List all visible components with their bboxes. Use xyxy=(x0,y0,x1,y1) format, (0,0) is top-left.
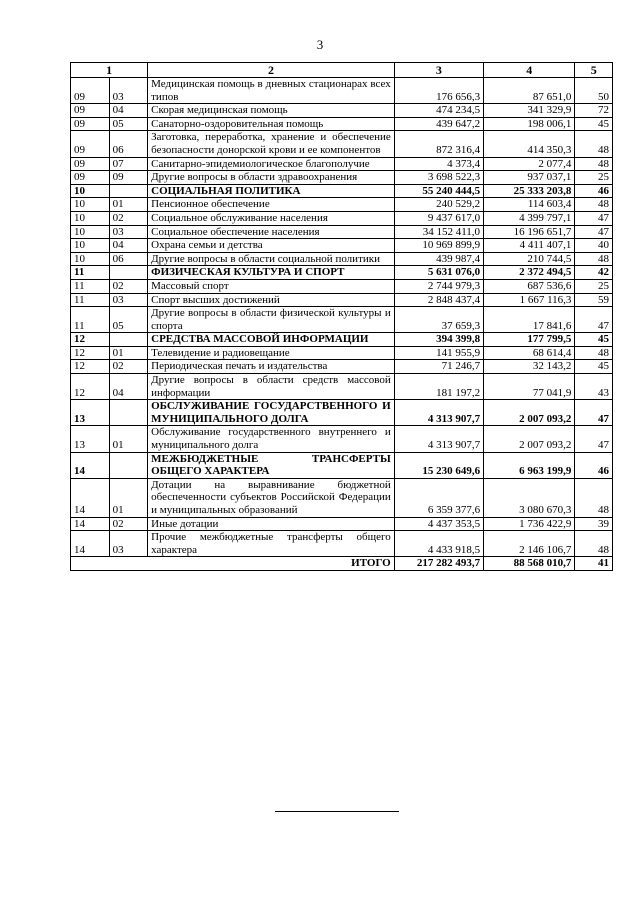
item-name: Социальное обслуживание населения xyxy=(148,211,395,225)
section-code: 11 xyxy=(71,266,110,280)
item-name: Медицинская помощь в дневных стационарах всех типов xyxy=(148,78,395,104)
table-row xyxy=(71,279,613,293)
total-executed: 88 568 010,7 xyxy=(484,557,575,571)
subsection-code: 02 xyxy=(109,211,148,225)
execution-percent: 46 xyxy=(575,452,613,478)
table-row xyxy=(71,531,613,557)
item-name: Другие вопросы в области средств массовой информации xyxy=(148,374,395,400)
planned-amount: 439 987,4 xyxy=(394,252,483,266)
execution-percent: 48 xyxy=(575,478,613,517)
execution-percent: 42 xyxy=(575,266,613,280)
planned-amount: 4 437 353,5 xyxy=(394,517,483,531)
table-row xyxy=(71,131,613,157)
section-code: 10 xyxy=(71,252,110,266)
executed-amount: 177 799,5 xyxy=(484,333,575,347)
item-name: СОЦИАЛЬНАЯ ПОЛИТИКА xyxy=(148,184,395,198)
executed-amount: 16 196 651,7 xyxy=(484,225,575,239)
item-name: Другие вопросы в области физической культуры и спорта xyxy=(148,307,395,333)
section-code: 10 xyxy=(71,225,110,239)
subsection-code: 01 xyxy=(109,426,148,452)
header-col-3: 3 xyxy=(394,63,483,78)
section-code: 13 xyxy=(71,426,110,452)
section-code: 10 xyxy=(71,184,110,198)
table-row xyxy=(71,360,613,374)
total-planned: 217 282 493,7 xyxy=(394,557,483,571)
execution-percent: 48 xyxy=(575,198,613,212)
subsection-code: 05 xyxy=(109,307,148,333)
total-label: ИТОГО xyxy=(71,557,395,571)
subsection-code: 07 xyxy=(109,157,148,171)
executed-amount: 687 536,6 xyxy=(484,279,575,293)
executed-amount: 1 667 116,3 xyxy=(484,293,575,307)
execution-percent: 47 xyxy=(575,211,613,225)
total-percent: 41 xyxy=(575,557,613,571)
item-name: Обслуживание государственного внутреннего и муниципального долга xyxy=(148,426,395,452)
header-col-5: 5 xyxy=(575,63,613,78)
planned-amount: 474 234,5 xyxy=(394,104,483,118)
executed-amount: 210 744,5 xyxy=(484,252,575,266)
execution-percent: 39 xyxy=(575,517,613,531)
subsection-code: 06 xyxy=(109,252,148,266)
executed-amount: 414 350,3 xyxy=(484,131,575,157)
header-col-4: 4 xyxy=(484,63,575,78)
execution-percent: 25 xyxy=(575,279,613,293)
executed-amount: 87 651,0 xyxy=(484,78,575,104)
total-row xyxy=(71,557,613,571)
subsection-code: 01 xyxy=(109,198,148,212)
section-code: 10 xyxy=(71,198,110,212)
item-name: Санаторно-оздоровительная помощь xyxy=(148,117,395,131)
item-name: Социальное обеспечение населения xyxy=(148,225,395,239)
executed-amount: 4 411 407,1 xyxy=(484,239,575,253)
table-row xyxy=(71,266,613,280)
planned-amount: 439 647,2 xyxy=(394,117,483,131)
planned-amount: 176 656,3 xyxy=(394,78,483,104)
table-row xyxy=(71,374,613,400)
section-code: 11 xyxy=(71,279,110,293)
table-header-row xyxy=(71,63,613,78)
section-code: 14 xyxy=(71,531,110,557)
section-code: 09 xyxy=(71,117,110,131)
executed-amount: 937 037,1 xyxy=(484,171,575,185)
subsection-code xyxy=(109,400,148,426)
item-name: Дотации на выравнивание бюджетной обеспеченности субъектов Российской Федерации и муниципальных образований xyxy=(148,478,395,517)
planned-amount: 37 659,3 xyxy=(394,307,483,333)
item-name: Санитарно-эпидемиологическое благополучие xyxy=(148,157,395,171)
execution-percent: 43 xyxy=(575,374,613,400)
execution-percent: 48 xyxy=(575,346,613,360)
subsection-code: 03 xyxy=(109,531,148,557)
planned-amount: 71 246,7 xyxy=(394,360,483,374)
planned-amount: 4 433 918,5 xyxy=(394,531,483,557)
executed-amount: 114 603,4 xyxy=(484,198,575,212)
planned-amount: 55 240 444,5 xyxy=(394,184,483,198)
planned-amount: 15 230 649,6 xyxy=(394,452,483,478)
section-code: 12 xyxy=(71,374,110,400)
executed-amount: 1 736 422,9 xyxy=(484,517,575,531)
executed-amount: 3 080 670,3 xyxy=(484,478,575,517)
table-row xyxy=(71,171,613,185)
section-code: 12 xyxy=(71,333,110,347)
subsection-code: 05 xyxy=(109,117,148,131)
page-number: 3 xyxy=(316,37,324,52)
execution-percent: 45 xyxy=(575,333,613,347)
table-row xyxy=(71,225,613,239)
item-name: Спорт высших достижений xyxy=(148,293,395,307)
subsection-code: 04 xyxy=(109,104,148,118)
header-col-2: 2 xyxy=(148,63,395,78)
executed-amount: 2 146 106,7 xyxy=(484,531,575,557)
table-row xyxy=(71,239,613,253)
execution-percent: 48 xyxy=(575,252,613,266)
planned-amount: 2 848 437,4 xyxy=(394,293,483,307)
planned-amount: 34 152 411,0 xyxy=(394,225,483,239)
table-row xyxy=(71,117,613,131)
subsection-code xyxy=(109,266,148,280)
table-row xyxy=(71,104,613,118)
execution-percent: 45 xyxy=(575,360,613,374)
planned-amount: 240 529,2 xyxy=(394,198,483,212)
subsection-code xyxy=(109,333,148,347)
execution-percent: 46 xyxy=(575,184,613,198)
section-code: 14 xyxy=(71,452,110,478)
executed-amount: 77 041,9 xyxy=(484,374,575,400)
planned-amount: 3 698 522,3 xyxy=(394,171,483,185)
execution-percent: 47 xyxy=(575,426,613,452)
planned-amount: 4 373,4 xyxy=(394,157,483,171)
item-name: Массовый спорт xyxy=(148,279,395,293)
planned-amount: 394 399,8 xyxy=(394,333,483,347)
planned-amount: 9 437 617,0 xyxy=(394,211,483,225)
planned-amount: 6 359 377,6 xyxy=(394,478,483,517)
executed-amount: 2 077,4 xyxy=(484,157,575,171)
execution-percent: 72 xyxy=(575,104,613,118)
subsection-code: 03 xyxy=(109,293,148,307)
planned-amount: 181 197,2 xyxy=(394,374,483,400)
subsection-code: 06 xyxy=(109,131,148,157)
item-name: Иные дотации xyxy=(148,517,395,531)
item-name: МЕЖБЮДЖЕТНЫЕ ТРАНСФЕРТЫ ОБЩЕГО ХАРАКТЕРА xyxy=(148,452,395,478)
table-row xyxy=(71,211,613,225)
section-code: 09 xyxy=(71,104,110,118)
executed-amount: 32 143,2 xyxy=(484,360,575,374)
subsection-code: 02 xyxy=(109,517,148,531)
section-code: 14 xyxy=(71,478,110,517)
executed-amount: 68 614,4 xyxy=(484,346,575,360)
item-name: Охрана семьи и детства xyxy=(148,239,395,253)
subsection-code: 01 xyxy=(109,346,148,360)
table-row xyxy=(71,346,613,360)
table-row xyxy=(71,252,613,266)
executed-amount: 2 007 093,2 xyxy=(484,400,575,426)
item-name: Заготовка, переработка, хранение и обеспечение безопасности донорской крови и ее компонентов xyxy=(148,131,395,157)
section-code: 12 xyxy=(71,360,110,374)
section-code: 11 xyxy=(71,293,110,307)
table-row xyxy=(71,184,613,198)
subsection-code: 03 xyxy=(109,78,148,104)
subsection-code xyxy=(109,184,148,198)
execution-percent: 59 xyxy=(575,293,613,307)
execution-percent: 45 xyxy=(575,117,613,131)
table-row xyxy=(71,293,613,307)
item-name: Пенсионное обеспечение xyxy=(148,198,395,212)
table-row xyxy=(71,478,613,517)
planned-amount: 4 313 907,7 xyxy=(394,400,483,426)
section-code: 09 xyxy=(71,171,110,185)
item-name: Периодическая печать и издательства xyxy=(148,360,395,374)
item-name: Прочие межбюджетные трансферты общего характера xyxy=(148,531,395,557)
execution-percent: 40 xyxy=(575,239,613,253)
planned-amount: 5 631 076,0 xyxy=(394,266,483,280)
section-code: 11 xyxy=(71,307,110,333)
section-code: 10 xyxy=(71,239,110,253)
section-code: 12 xyxy=(71,346,110,360)
table-row xyxy=(71,452,613,478)
section-code: 09 xyxy=(71,131,110,157)
section-code: 10 xyxy=(71,211,110,225)
planned-amount: 4 313 907,7 xyxy=(394,426,483,452)
item-name: Скорая медицинская помощь xyxy=(148,104,395,118)
subsection-code: 09 xyxy=(109,171,148,185)
table-row xyxy=(71,307,613,333)
subsection-code: 01 xyxy=(109,478,148,517)
item-name: ОБСЛУЖИВАНИЕ ГОСУДАРСТВЕННОГО И МУНИЦИПАЛЬНОГО ДОЛГА xyxy=(148,400,395,426)
subsection-code: 03 xyxy=(109,225,148,239)
item-name: ФИЗИЧЕСКАЯ КУЛЬТУРА И СПОРТ xyxy=(148,266,395,280)
execution-percent: 25 xyxy=(575,171,613,185)
executed-amount: 4 399 797,1 xyxy=(484,211,575,225)
subsection-code: 04 xyxy=(109,374,148,400)
planned-amount: 10 969 899,9 xyxy=(394,239,483,253)
execution-percent: 48 xyxy=(575,531,613,557)
subsection-code xyxy=(109,452,148,478)
section-code: 09 xyxy=(71,157,110,171)
execution-percent: 50 xyxy=(575,78,613,104)
executed-amount: 17 841,6 xyxy=(484,307,575,333)
section-code: 09 xyxy=(71,78,110,104)
executed-amount: 2 007 093,2 xyxy=(484,426,575,452)
section-code: 14 xyxy=(71,517,110,531)
subsection-code: 02 xyxy=(109,279,148,293)
item-name: СРЕДСТВА МАССОВОЙ ИНФОРМАЦИИ xyxy=(148,333,395,347)
executed-amount: 341 329,9 xyxy=(484,104,575,118)
planned-amount: 141 955,9 xyxy=(394,346,483,360)
execution-percent: 48 xyxy=(575,131,613,157)
budget-table xyxy=(70,62,613,571)
executed-amount: 6 963 199,9 xyxy=(484,452,575,478)
executed-amount: 198 006,1 xyxy=(484,117,575,131)
subsection-code: 02 xyxy=(109,360,148,374)
table-row xyxy=(71,333,613,347)
item-name: Другие вопросы в области социальной политики xyxy=(148,252,395,266)
table-row xyxy=(71,78,613,104)
execution-percent: 47 xyxy=(575,400,613,426)
section-code: 13 xyxy=(71,400,110,426)
table-row xyxy=(71,517,613,531)
table-row xyxy=(71,157,613,171)
execution-percent: 47 xyxy=(575,307,613,333)
execution-percent: 47 xyxy=(575,225,613,239)
table-row xyxy=(71,426,613,452)
item-name: Телевидение и радиовещание xyxy=(148,346,395,360)
subsection-code: 04 xyxy=(109,239,148,253)
executed-amount: 2 372 494,5 xyxy=(484,266,575,280)
planned-amount: 872 316,4 xyxy=(394,131,483,157)
table-row xyxy=(71,198,613,212)
table-row xyxy=(71,400,613,426)
item-name: Другие вопросы в области здравоохранения xyxy=(148,171,395,185)
header-col-1: 1 xyxy=(71,63,148,78)
planned-amount: 2 744 979,3 xyxy=(394,279,483,293)
executed-amount: 25 333 203,8 xyxy=(484,184,575,198)
execution-percent: 48 xyxy=(575,157,613,171)
closing-line xyxy=(275,811,399,812)
